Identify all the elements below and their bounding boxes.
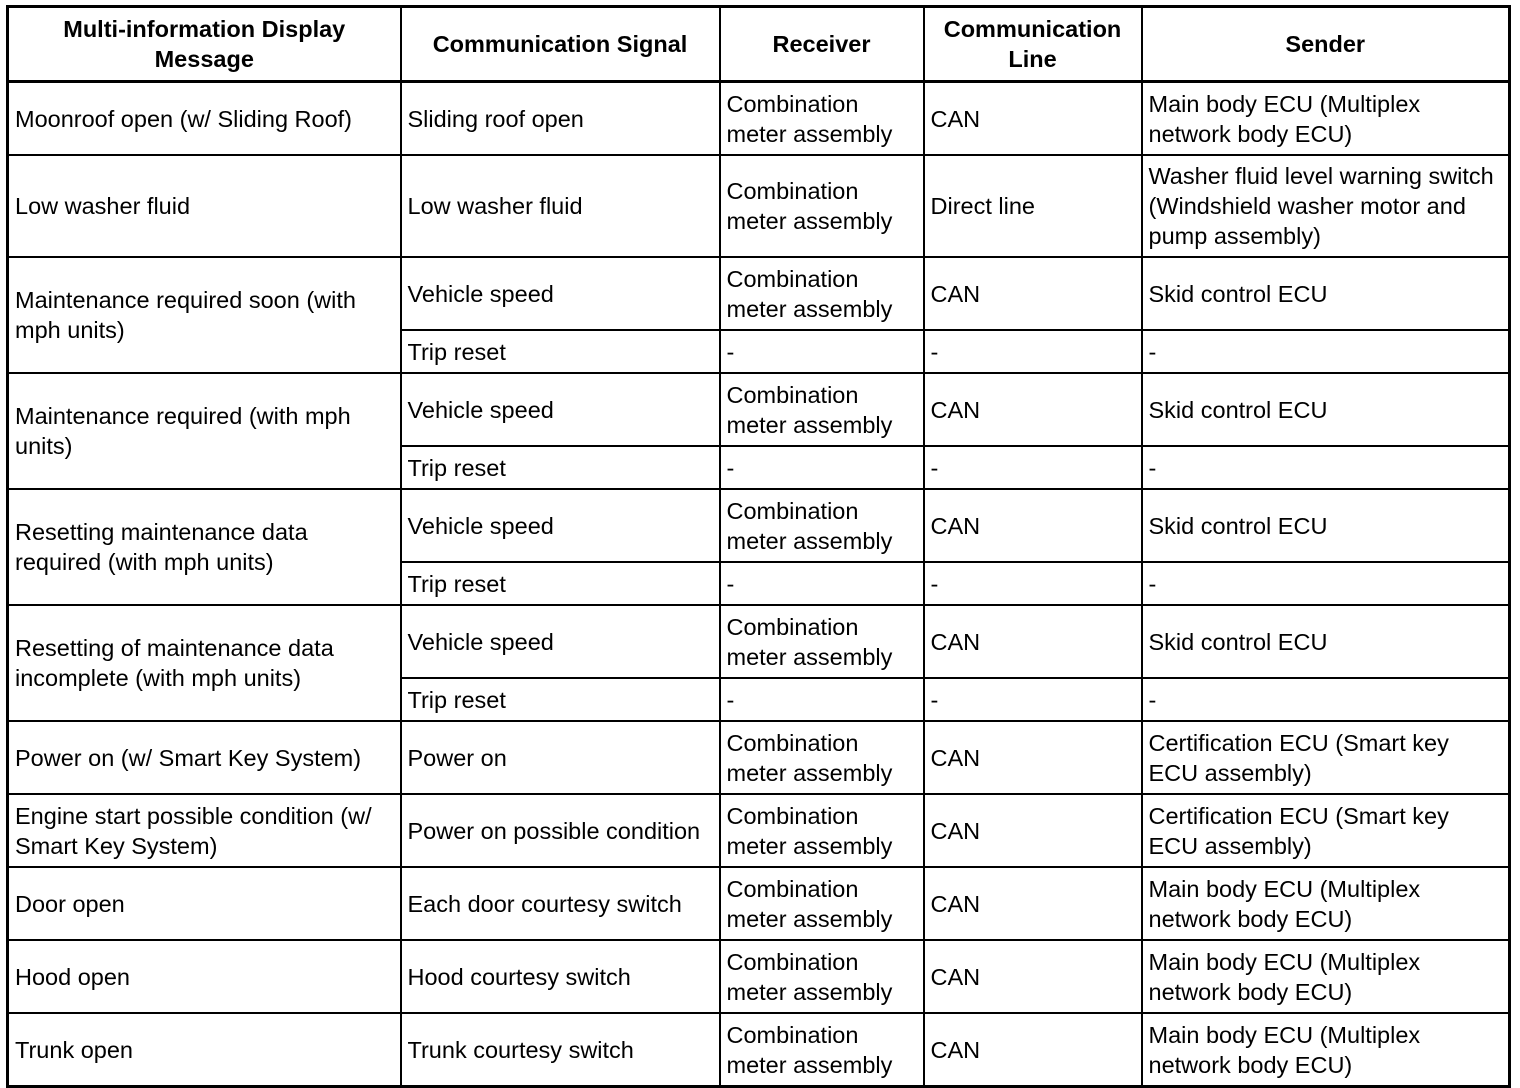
line-cell: CAN — [924, 940, 1142, 1013]
message-cell: Trunk open — [8, 1013, 401, 1087]
communication-table — [6, 5, 1511, 1088]
message-cell: Door open — [8, 867, 401, 940]
table-row — [8, 1013, 1510, 1087]
line-cell: CAN — [924, 257, 1142, 330]
sender-cell: Main body ECU (Multiplex network body ECU) — [1142, 1013, 1510, 1087]
header-signal: Communication Signal — [401, 7, 720, 82]
table-row — [8, 155, 1510, 257]
sender-cell: Skid control ECU — [1142, 605, 1510, 678]
line-cell: CAN — [924, 867, 1142, 940]
receiver-cell: Combination meter assembly — [720, 489, 924, 562]
receiver-cell: Combination meter assembly — [720, 1013, 924, 1087]
signal-cell: Power on possible condition — [401, 794, 720, 867]
receiver-cell: Combination meter assembly — [720, 373, 924, 446]
receiver-cell: Combination meter assembly — [720, 867, 924, 940]
signal-cell: Sliding roof open — [401, 82, 720, 156]
table-row — [8, 721, 1510, 794]
line-cell: CAN — [924, 721, 1142, 794]
receiver-cell: - — [720, 446, 924, 489]
receiver-cell: Combination meter assembly — [720, 940, 924, 1013]
sender-cell: - — [1142, 330, 1510, 373]
receiver-cell: - — [720, 330, 924, 373]
sender-cell: - — [1142, 446, 1510, 489]
signal-cell: Vehicle speed — [401, 257, 720, 330]
signal-cell: Hood courtesy switch — [401, 940, 720, 1013]
table-row — [8, 794, 1510, 867]
signal-cell: Low washer fluid — [401, 155, 720, 257]
sender-cell: Main body ECU (Multiplex network body ECU) — [1142, 940, 1510, 1013]
signal-cell: Each door courtesy switch — [401, 867, 720, 940]
message-cell: Resetting maintenance data required (with mph units) — [8, 489, 401, 605]
sender-cell: Certification ECU (Smart key ECU assembly) — [1142, 721, 1510, 794]
receiver-cell: Combination meter assembly — [720, 155, 924, 257]
sender-cell: Skid control ECU — [1142, 257, 1510, 330]
receiver-cell: Combination meter assembly — [720, 257, 924, 330]
sender-cell: Main body ECU (Multiplex network body ECU) — [1142, 867, 1510, 940]
line-cell: - — [924, 678, 1142, 721]
message-cell: Resetting of maintenance data incomplete (with mph units) — [8, 605, 401, 721]
receiver-cell: - — [720, 678, 924, 721]
table-row — [8, 867, 1510, 940]
signal-cell: Vehicle speed — [401, 373, 720, 446]
message-cell: Maintenance required soon (with mph units) — [8, 257, 401, 373]
signal-cell: Trip reset — [401, 330, 720, 373]
message-cell: Hood open — [8, 940, 401, 1013]
line-cell: CAN — [924, 794, 1142, 867]
sender-cell: Skid control ECU — [1142, 373, 1510, 446]
sender-cell: - — [1142, 562, 1510, 605]
message-cell: Maintenance required (with mph units) — [8, 373, 401, 489]
line-cell: CAN — [924, 489, 1142, 562]
line-cell: CAN — [924, 605, 1142, 678]
receiver-cell: Combination meter assembly — [720, 605, 924, 678]
signal-cell: Trunk courtesy switch — [401, 1013, 720, 1087]
line-cell: CAN — [924, 1013, 1142, 1087]
receiver-cell: Combination meter assembly — [720, 82, 924, 156]
header-message: Multi-information Display Message — [8, 7, 401, 82]
message-cell: Moonroof open (w/ Sliding Roof) — [8, 82, 401, 156]
sender-cell: Main body ECU (Multiplex network body ECU) — [1142, 82, 1510, 156]
table-row — [8, 489, 1510, 562]
signal-cell: Vehicle speed — [401, 489, 720, 562]
table-row — [8, 373, 1510, 446]
message-cell: Power on (w/ Smart Key System) — [8, 721, 401, 794]
line-cell: CAN — [924, 373, 1142, 446]
line-cell: Direct line — [924, 155, 1142, 257]
receiver-cell: Combination meter assembly — [720, 721, 924, 794]
table-row — [8, 82, 1510, 156]
header-sender: Sender — [1142, 7, 1510, 82]
table-row — [8, 940, 1510, 1013]
message-cell: Low washer fluid — [8, 155, 401, 257]
receiver-cell: Combination meter assembly — [720, 794, 924, 867]
receiver-cell: - — [720, 562, 924, 605]
table-row — [8, 257, 1510, 330]
message-cell: Engine start possible condition (w/ Smart Key System) — [8, 794, 401, 867]
sender-cell: Skid control ECU — [1142, 489, 1510, 562]
signal-cell: Trip reset — [401, 562, 720, 605]
signal-cell: Trip reset — [401, 446, 720, 489]
line-cell: CAN — [924, 82, 1142, 156]
header-receiver: Receiver — [720, 7, 924, 82]
header-row — [8, 7, 1510, 82]
line-cell: - — [924, 562, 1142, 605]
sender-cell: - — [1142, 678, 1510, 721]
header-line: Communication Line — [924, 7, 1142, 82]
signal-cell: Vehicle speed — [401, 605, 720, 678]
signal-cell: Trip reset — [401, 678, 720, 721]
table-row — [8, 605, 1510, 678]
sender-cell: Certification ECU (Smart key ECU assembly) — [1142, 794, 1510, 867]
line-cell: - — [924, 446, 1142, 489]
line-cell: - — [924, 330, 1142, 373]
signal-cell: Power on — [401, 721, 720, 794]
sender-cell: Washer fluid level warning switch (Windshield washer motor and pump assembly) — [1142, 155, 1510, 257]
